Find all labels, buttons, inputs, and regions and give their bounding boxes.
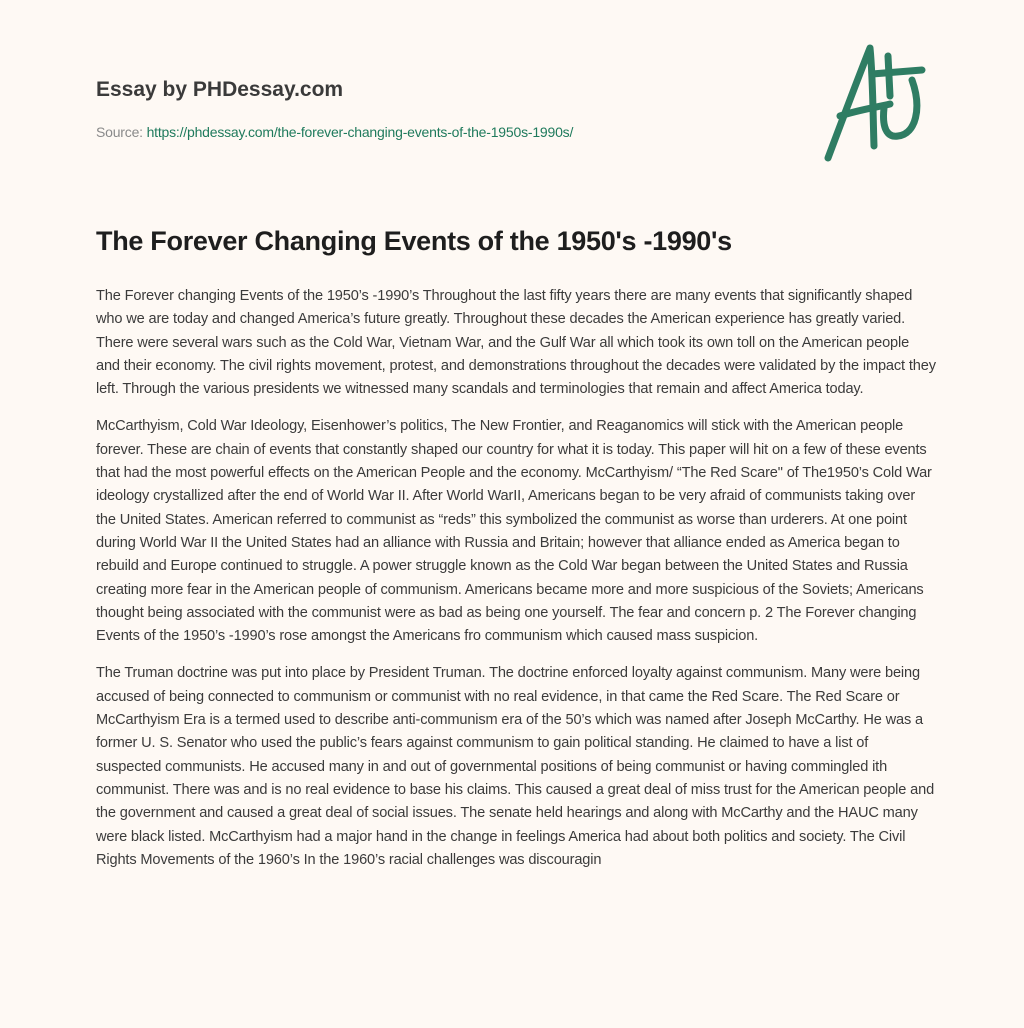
source-label: Source: xyxy=(96,124,143,140)
a-plus-logo xyxy=(818,38,930,164)
article-title: The Forever Changing Events of the 1950's -1990's xyxy=(96,226,732,256)
paragraph: McCarthyism, Cold War Ideology, Eisenhower’s politics, The New Frontier, and Reaganomics will stick with the American people forever. These are chain of events that constantly shaped our country for what it is today. This paper will hit on a few of these events that had the most powerful effects on the American People and the economy. McCarthyism/ “The Red Scare" of The1950’s Cold War ideology crystallized after the end of World War II. After World WarII, Americans began to be very afraid of communists taking over the United States. American referred to communist as “reds” this symbolized the communist as worse than urderers. At one point during World War II the United States had an alliance with Russia and Britain; however that alliance ended as America began to rebuild and Europe continued to struggle. A power struggle known as the Cold War began between the United States and Russia creating more fear in the American people of communism. Americans became more and more suspicious of the Soviets; Americans thought being associated with the communist were as bad as being one yourself. The fear and concern p. 2 The Forever changing Events of the 1950’s -1990’s rose amongst the Americans fro communism which caused mass suspicion. xyxy=(96,418,932,645)
site-title: Essay by PHDessay.com xyxy=(96,78,344,101)
article-body xyxy=(96,285,936,886)
paragraph: The Truman doctrine was put into place by President Truman. The doctrine enforced loyalty against communism. Many were being accused of being connected to communism or communist with no real evidence, in that came the Red Scare. The Red Scare or McCarthyism Era is a termed used to describe anti-communism era of the 50’s which was named after Joseph McCarthy. He was a former U. S. Senator who used the public’s fears against communism to gain political standing. He claimed to have a list of suspected communists. He accused many in and out of governmental positions of being communist or having commingled ith communist. There was and is no real evidence to base his claims. This caused a great deal of miss trust for the American people and the government and caused a great deal of social issues. The senate held hearings and along with McCarthy and the HAUC many were black listed. McCarthyism had a major hand in the change in feelings America had about both politics and society. The Civil Rights Movements of the 1960’s In the 1960’s racial challenges was discouragin xyxy=(96,665,935,868)
paragraph: The Forever changing Events of the 1950’s -1990’s Throughout the last fifty years there are many events that significantly shaped who we are today and changed America’s future greatly. Throughout these decades the American experience has greatly varied. There were several wars such as the Cold War, Vietnam War, and the Gulf War all which took its own toll on the American people and their economy. The civil rights movement, protest, and demonstrations throughout the decades were validated by the impact they left. Through the various presidents we witnessed many scandals and terminologies that remain and affect America today. xyxy=(96,288,936,398)
source-line xyxy=(96,124,573,140)
source-link[interactable]: https://phdessay.com/the-forever-changing-events-of-the-1950s-1990s/ xyxy=(146,124,574,140)
